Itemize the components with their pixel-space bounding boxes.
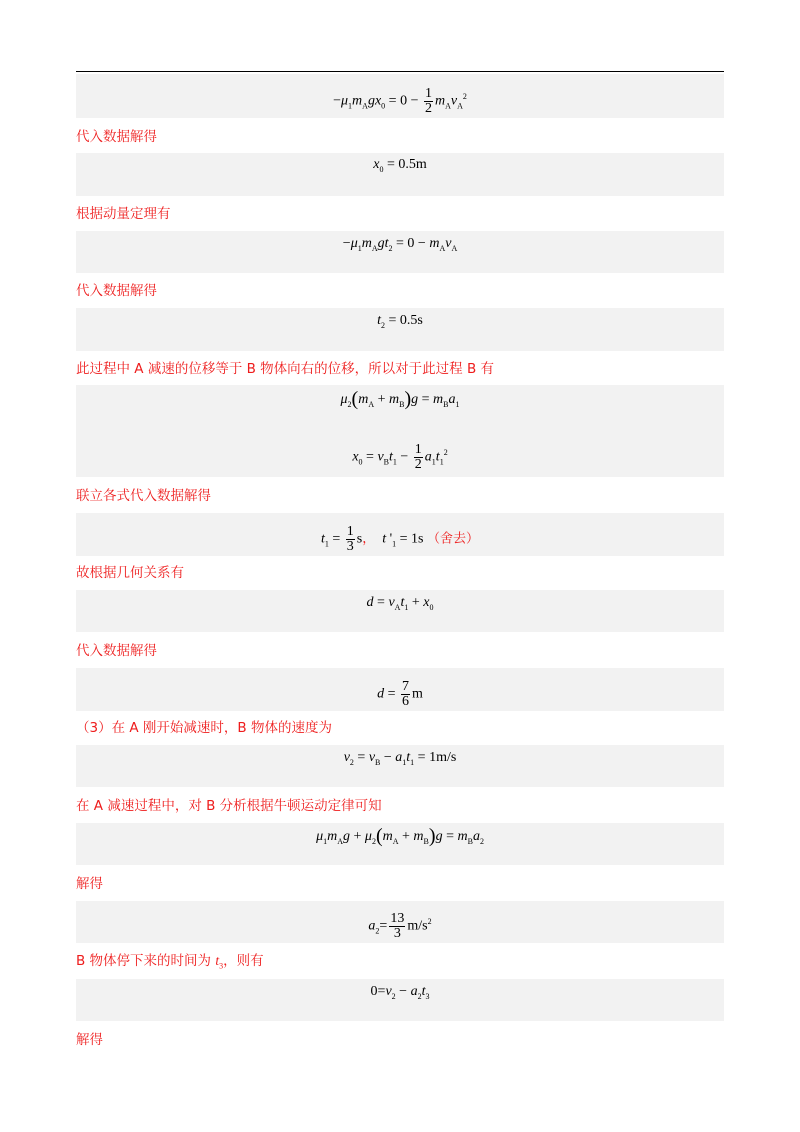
equation-box-5	[76, 385, 724, 477]
t1prime-result: = 1s	[399, 531, 424, 547]
x0-result: = 0.5m	[386, 157, 427, 172]
label-analysis-b: 在 A 减速过程中，对 B 分析根据牛顿运动定律可知	[76, 798, 382, 814]
v2-result: = 1m/s	[417, 750, 457, 765]
equation-box-1	[76, 74, 724, 118]
equation-a2: $a_2=$ $\frac{13}{3}$ $m/s^2$	[368, 911, 432, 941]
label-substitute-3: 代入数据解得	[76, 643, 157, 659]
equation-box-4	[76, 308, 724, 351]
label-displacement-relation: 此过程中 A 减速的位移等于 B 物体向右的位移，所以对于此过程 B 有	[76, 361, 495, 377]
equation-d-result: d = $\frac{7}{6}$ m	[377, 679, 423, 709]
label-substitute-2: 代入数据解得	[76, 283, 157, 299]
label-stop-time-post: ，则有	[223, 953, 264, 969]
equation-box-6	[76, 513, 724, 556]
equation-box-9	[76, 745, 724, 787]
label-solve-1: 解得	[76, 876, 103, 892]
equation-box-11	[76, 901, 724, 943]
equation-x0-kinematics: $x_0 = v_Bt_1$ − $\frac{1}{2}$ $a_1t_1^2$	[352, 442, 448, 472]
equation-x0: $x_0 = 0.5m$	[373, 157, 427, 174]
d-unit: m	[412, 686, 423, 702]
label-part3: （3）在 A 刚开始减速时，B 物体的速度为	[76, 720, 332, 736]
equation-t2: $t_2 = 0.5s$	[377, 313, 423, 330]
equation-newton-b2: $\mu_1m_Ag + \mu_2(m_A + m_B)g = m_Ba_2$	[316, 825, 484, 847]
t1-unit: s	[356, 531, 363, 547]
label-stop-time-var: t	[215, 953, 220, 968]
label-substitute-1: 代入数据解得	[76, 129, 157, 145]
a2-unit: m/s	[407, 918, 428, 934]
equation-box-8	[76, 668, 724, 711]
equation-v2: $v_2 = v_B - a_1t_1 = 1m/s$	[343, 750, 457, 767]
label-geometry: 故根据几何关系有	[76, 565, 184, 581]
equation-d: $d = v_At_1 + x_0$	[366, 595, 434, 612]
equation-v2-zero: $0=v_2 - a_2t_3$	[370, 984, 430, 1001]
label-stop-time-pre: B 物体停下来的时间为	[76, 953, 216, 969]
equation-impulse: $-\mu_1m_Agt_2 = 0 - m_Av_A$	[342, 236, 458, 253]
equation-box-12	[76, 979, 724, 1021]
equation-box-2	[76, 153, 724, 196]
header-rule	[76, 71, 724, 72]
a2-unit-exp: 2	[427, 917, 432, 927]
equation-box-7	[76, 590, 724, 632]
label-momentum-theorem: 根据动量定理有	[76, 206, 171, 222]
equation-box-10	[76, 823, 724, 865]
label-stop-time-sub: 3	[219, 961, 224, 971]
label-combine-solve: 联立各式代入数据解得	[76, 488, 211, 504]
equation-energy: $-\mu_1m_Agx_0 = 0$ − $\frac{1}{2}$ $m_Av_A^2$	[333, 86, 467, 116]
label-solve-2: 解得	[76, 1032, 103, 1048]
t2-result: = 0.5s	[388, 313, 423, 328]
discard-note: （舍去）	[427, 531, 480, 547]
label-stop-time	[76, 952, 264, 970]
equation-newton-b: $\mu_2(m_A + m_B)g = m_Ba_1$	[340, 388, 460, 410]
equation-t1: $t_1$ = $\frac{1}{3}$ s， t '$_1 = 1s$ （舍去）	[320, 524, 480, 554]
equation-box-3	[76, 231, 724, 273]
